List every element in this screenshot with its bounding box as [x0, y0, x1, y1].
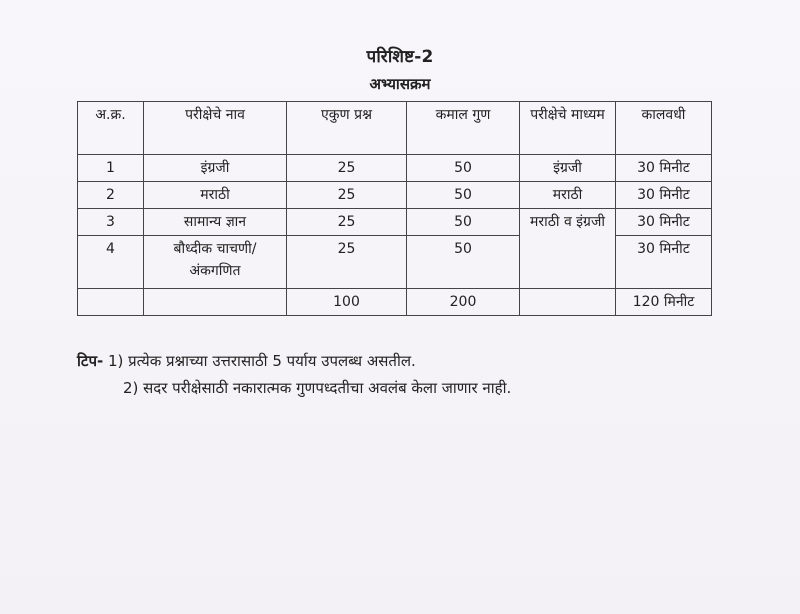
header-exam-medium: परीक्षेचे माध्यम [520, 102, 616, 155]
cell-marks: 50 [407, 209, 520, 236]
cell-empty [78, 289, 144, 316]
cell-serial: 3 [78, 209, 144, 236]
header-duration: कालवधी [616, 102, 712, 155]
header-max-marks: कमाल गुण [407, 102, 520, 155]
cell-duration: 30 मिनीट [616, 155, 712, 182]
note-line-1 [77, 348, 511, 375]
total-duration: 120 मिनीट [616, 289, 712, 316]
total-marks: 200 [407, 289, 520, 316]
note-line-2 [77, 375, 511, 402]
cell-exam-name: सामान्य ज्ञान [144, 209, 287, 236]
cell-medium: मराठी [520, 182, 616, 209]
header-total-questions: एकुण प्रश्न [287, 102, 407, 155]
cell-medium-merged: मराठी व इंग्रजी [520, 209, 616, 289]
cell-medium: इंग्रजी [520, 155, 616, 182]
table-row [78, 209, 712, 236]
page-subtitle: अभ्यासक्रम [369, 75, 431, 93]
cell-duration: 30 मिनीट [616, 236, 712, 289]
table-row [78, 155, 712, 182]
cell-exam-name: इंग्रजी [144, 155, 287, 182]
note-text-2: 2) सदर परीक्षेसाठी नकारात्मक गुणपध्दतीचा अवलंब केला जाणार नाही. [123, 379, 512, 397]
header-exam-name: परीक्षेचे नाव [144, 102, 287, 155]
table-row [78, 182, 712, 209]
cell-marks: 50 [407, 236, 520, 289]
cell-exam-name: मराठी [144, 182, 287, 209]
notes-section [77, 348, 511, 402]
cell-questions: 25 [287, 209, 407, 236]
cell-exam-name: बौध्दीक चाचणी/ अंकगणित [144, 236, 287, 289]
cell-serial: 4 [78, 236, 144, 289]
syllabus-table [77, 101, 712, 316]
cell-marks: 50 [407, 182, 520, 209]
table-header-row [78, 102, 712, 155]
note-text-1: 1) प्रत्येक प्रश्नाच्या उत्तरासाठी 5 पर्याय उपलब्ध असतील. [107, 352, 416, 370]
cell-questions: 25 [287, 155, 407, 182]
cell-empty [520, 289, 616, 316]
cell-empty [144, 289, 287, 316]
total-questions: 100 [287, 289, 407, 316]
table-row [78, 236, 712, 289]
cell-duration: 30 मिनीट [616, 182, 712, 209]
cell-serial: 1 [78, 155, 144, 182]
cell-serial: 2 [78, 182, 144, 209]
note-lead: टिप- [77, 352, 104, 370]
page-title: परिशिष्ट-2 [366, 47, 434, 67]
cell-marks: 50 [407, 155, 520, 182]
cell-questions: 25 [287, 236, 407, 289]
cell-duration: 30 मिनीट [616, 209, 712, 236]
cell-questions: 25 [287, 182, 407, 209]
header-serial: अ.क्र. [78, 102, 144, 155]
table-total-row [78, 289, 712, 316]
